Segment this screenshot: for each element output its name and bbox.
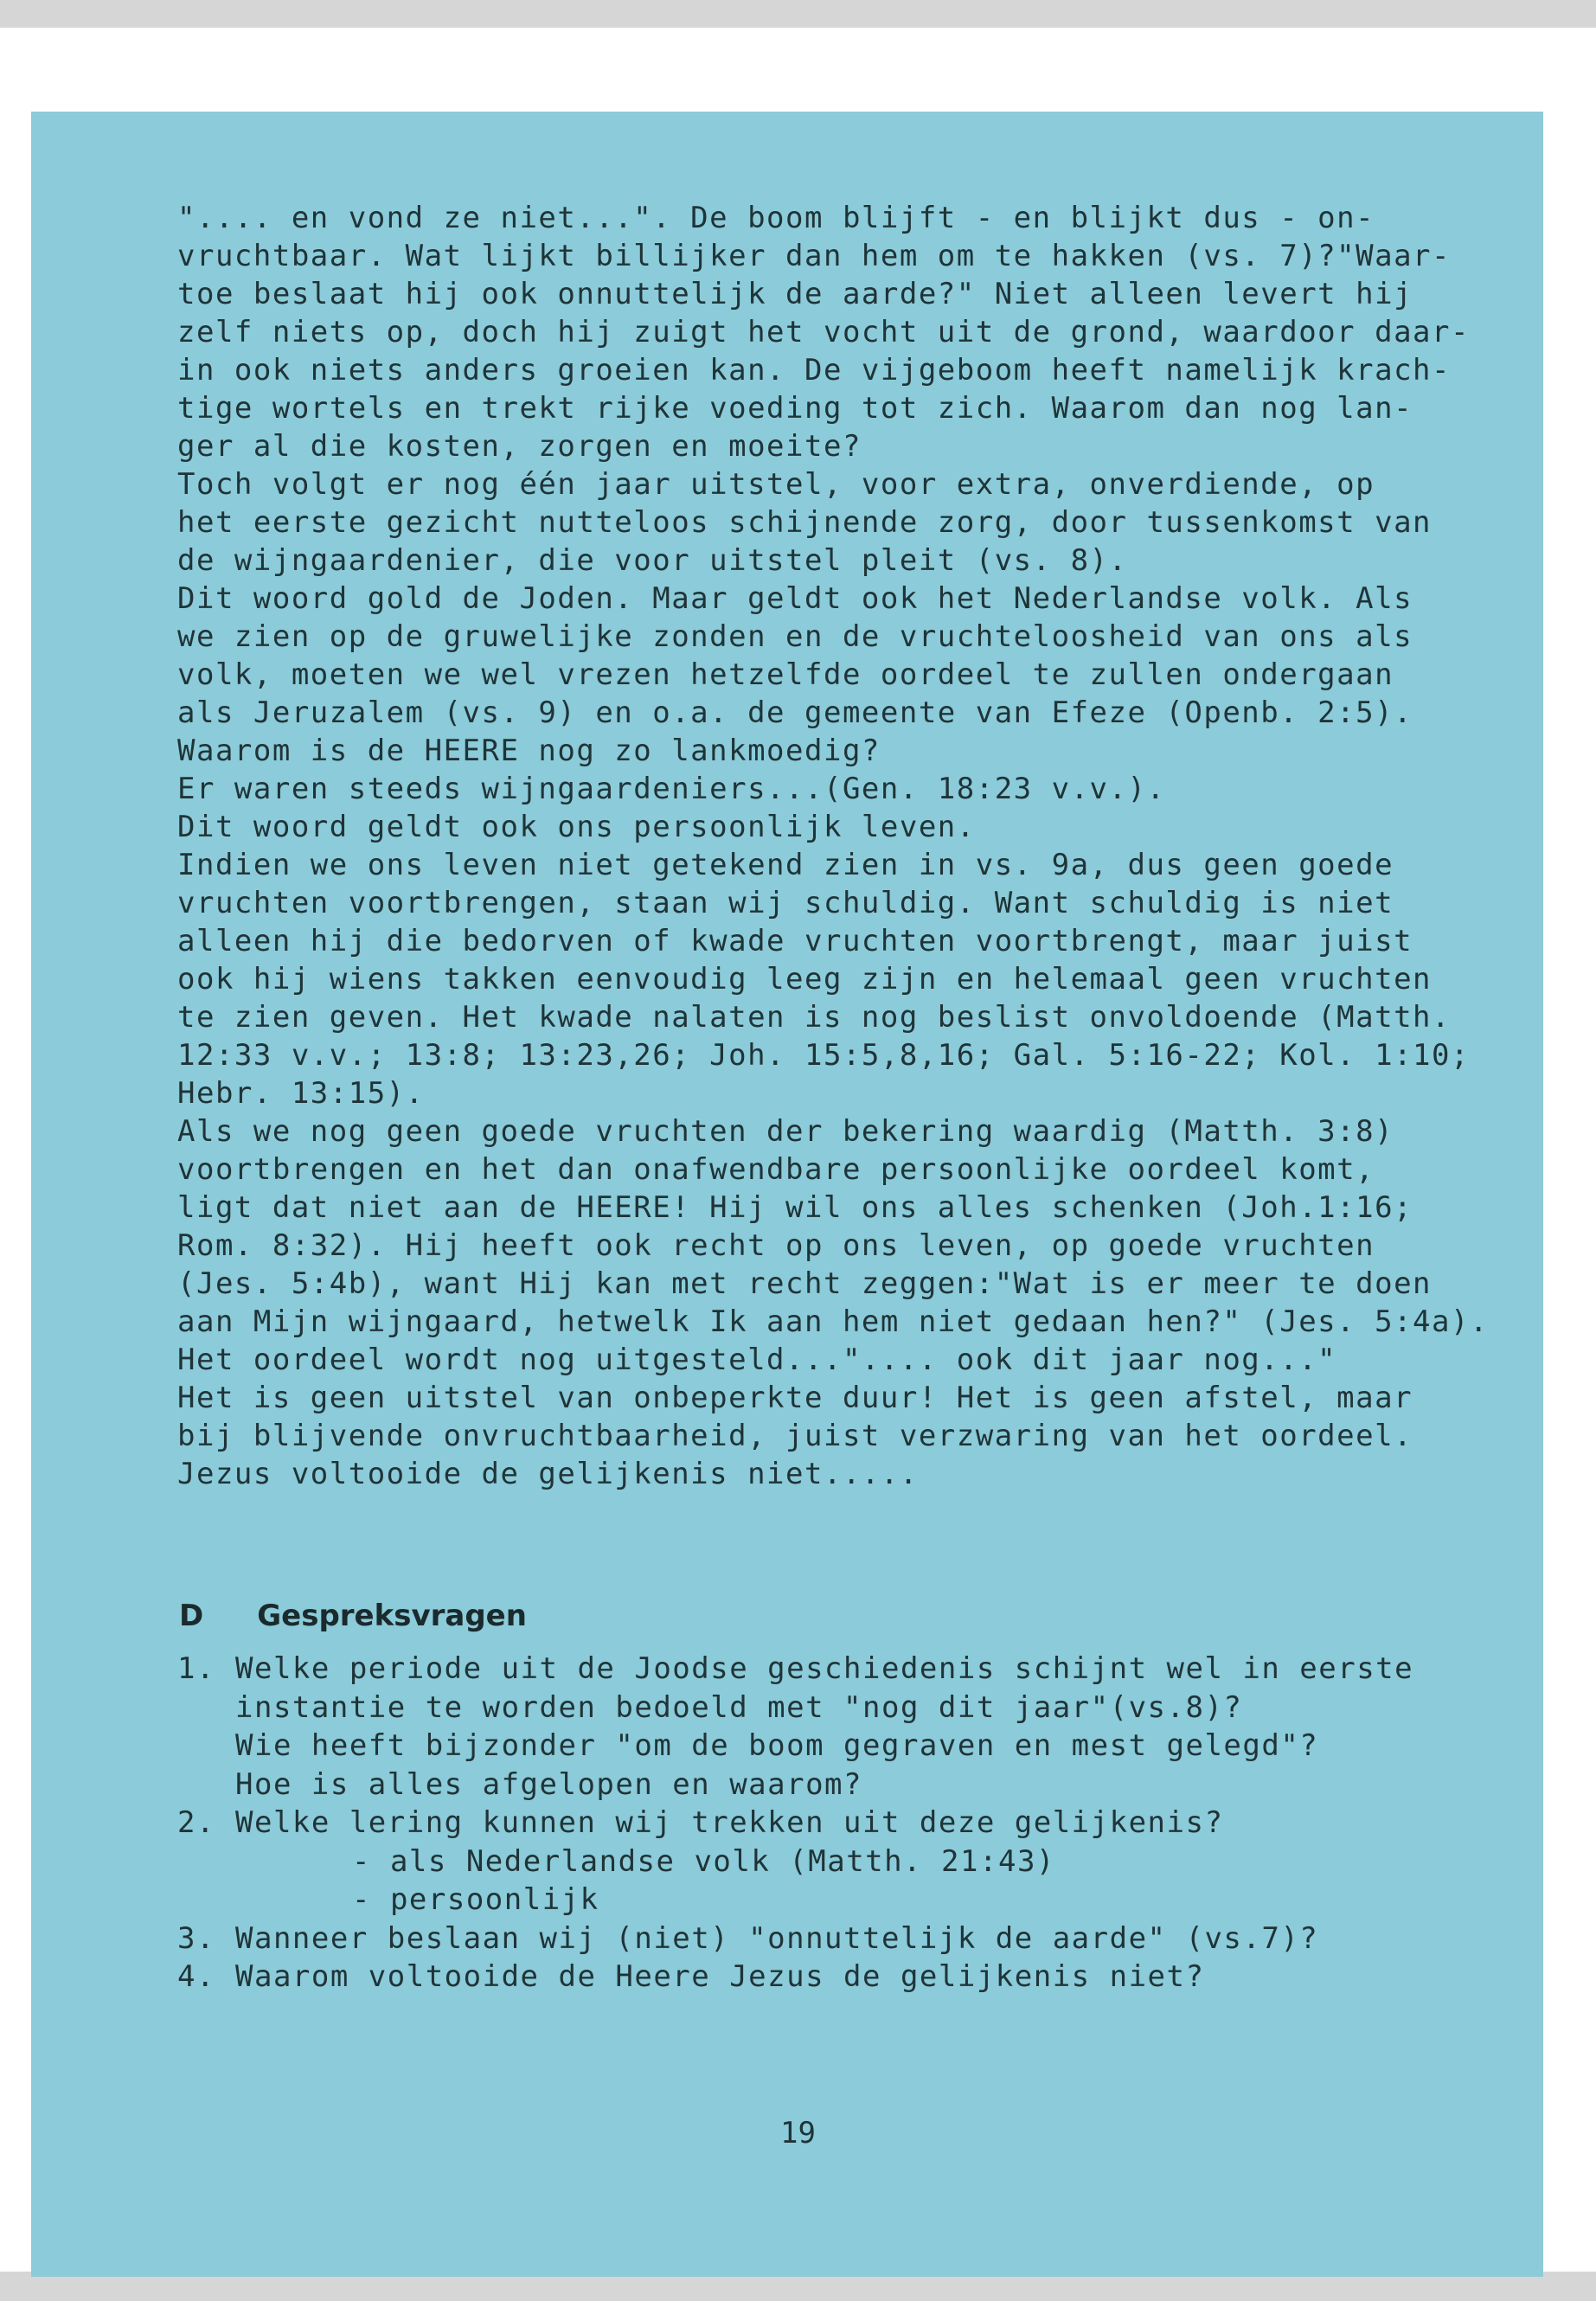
question-sub-item: - persoonlijk — [352, 1882, 599, 1917]
body-line: alleen hij die bedorven of kwade vruchten voortbrengt, maar juist — [177, 924, 1413, 958]
question-item — [177, 1958, 1527, 1997]
question-text — [235, 1650, 1413, 1804]
body-line: Indien we ons leven niet getekend zien in vs. 9a, dus geen goede — [177, 848, 1394, 882]
body-line: Het is geen uitstel van onbeperkte duur! Het is geen afstel, maar — [177, 1381, 1413, 1415]
question-line: Welke periode uit de Joodse geschiedenis schijnt wel in eerste — [235, 1651, 1414, 1686]
body-line: Toch volgt er nog één jaar uitstel, voor extra, onverdiende, op — [177, 467, 1375, 502]
body-line: Rom. 8:32). Hij heeft ook recht op ons leven, op goede vruchten — [177, 1228, 1375, 1263]
question-line: Wie heeft bijzonder "om de boom gegraven en mest gelegd"? — [235, 1728, 1319, 1763]
question-number: 3. — [177, 1920, 215, 1956]
body-line: te zien geven. Het kwade nalaten is nog beslist onvoldoende (Matth. — [177, 1000, 1451, 1035]
body-line: Hebr. 13:15). — [177, 1076, 425, 1111]
body-line: we zien op de gruwelijke zonden en de vruchteloosheid van ons als — [177, 619, 1413, 654]
body-line: voortbrengen en het dan onafwendbare persoonlijke oordeel komt, — [177, 1152, 1375, 1187]
question-line: Hoe is alles afgelopen en waarom? — [235, 1766, 863, 1802]
body-line: de wijngaardenier, die voor uitstel pleit (vs. 8). — [177, 543, 1128, 578]
body-text — [177, 199, 1527, 1493]
body-line: Dit woord gold de Joden. Maar geldt ook het Nederlandse volk. Als — [177, 581, 1413, 616]
section-heading — [179, 1599, 527, 1633]
body-line: ger al die kosten, zorgen en moeite? — [177, 429, 862, 464]
section-letter: D — [179, 1599, 204, 1633]
section-title: Gespreksvragen — [257, 1599, 527, 1633]
question-number: 1. — [177, 1651, 215, 1686]
question-number: 2. — [177, 1805, 215, 1840]
question-sub-list — [235, 1843, 1223, 1920]
body-line: (Jes. 5:4b), want Hij kan met recht zeggen:"Wat is er meer te doen — [177, 1266, 1433, 1301]
question-sub-item: - als Nederlandse volk (Matth. 21:43) — [352, 1843, 1055, 1879]
question-number: 4. — [177, 1959, 215, 1994]
page-number: 19 — [780, 2116, 816, 2150]
body-line: bij blijvende onvruchtbaarheid, juist verzwaring van het oordeel. — [177, 1419, 1413, 1453]
question-item — [177, 1920, 1527, 1958]
body-line: vruchtbaar. Wat lijkt billijker dan hem om te hakken (vs. 7)?"Waar- — [177, 239, 1451, 273]
body-line: Jezus voltooide de gelijkenis niet..... — [177, 1457, 919, 1491]
question-item — [177, 1650, 1527, 1804]
body-line: Waarom is de HEERE nog zo lankmoedig? — [177, 734, 881, 768]
body-line: het eerste gezicht nutteloos schijnende zorg, door tussenkomst van — [177, 505, 1433, 540]
body-line: in ook niets anders groeien kan. De vijgeboom heeft namelijk krach- — [177, 353, 1451, 388]
question-line: Waarom voltooide de Heere Jezus de gelijkenis niet? — [235, 1959, 1205, 1994]
question-line: Welke lering kunnen wij trekken uit deze gelijkenis? — [235, 1805, 1224, 1840]
body-line: ligt dat niet aan de HEERE! Hij wil ons alles schenken (Joh.1:16; — [177, 1190, 1413, 1225]
body-line: Het oordeel wordt nog uitgesteld...".... ook dit jaar nog..." — [177, 1343, 1337, 1377]
body-line: toe beslaat hij ook onnuttelijk de aarde?" Niet alleen levert hij — [177, 277, 1413, 311]
body-line: als Jeruzalem (vs. 9) en o.a. de gemeente van Efeze (Openb. 2:5). — [177, 695, 1413, 730]
question-text — [235, 1958, 1204, 1997]
body-line: ".... en vond ze niet...". De boom blijft - en blijkt dus - on- — [177, 201, 1375, 235]
body-line: Er waren steeds wijngaardeniers...(Gen. 18:23 v.v.). — [177, 772, 1166, 806]
body-line: Dit woord geldt ook ons persoonlijk leven. — [177, 810, 976, 844]
body-line: zelf niets op, doch hij zuigt het vocht uit de grond, waardoor daar- — [177, 315, 1470, 349]
question-text — [235, 1920, 1318, 1958]
body-line: vruchten voortbrengen, staan wij schuldig. Want schuldig is niet — [177, 886, 1394, 920]
question-list — [177, 1650, 1527, 1997]
question-item — [177, 1804, 1527, 1920]
body-line: 12:33 v.v.; 13:8; 13:23,26; Joh. 15:5,8,16; Gal. 5:16-22; Kol. 1:10; — [177, 1038, 1470, 1073]
body-line: volk, moeten we wel vrezen hetzelfde oordeel te zullen ondergaan — [177, 657, 1394, 692]
question-text — [235, 1804, 1223, 1920]
body-line: tige wortels en trekt rijke voeding tot zich. Waarom dan nog lan- — [177, 391, 1413, 426]
body-line: Als we nog geen goede vruchten der bekering waardig (Matth. 3:8) — [177, 1114, 1394, 1149]
body-line: aan Mijn wijngaard, hetwelk Ik aan hem niet gedaan hen?" (Jes. 5:4a). — [177, 1304, 1489, 1339]
question-line: instantie te worden bedoeld met "nog dit jaar"(vs.8)? — [235, 1689, 1243, 1725]
body-line: ook hij wiens takken eenvoudig leeg zijn en helemaal geen vruchten — [177, 962, 1433, 997]
question-line: Wanneer beslaan wij (niet) "onnuttelijk de aarde" (vs.7)? — [235, 1920, 1319, 1956]
